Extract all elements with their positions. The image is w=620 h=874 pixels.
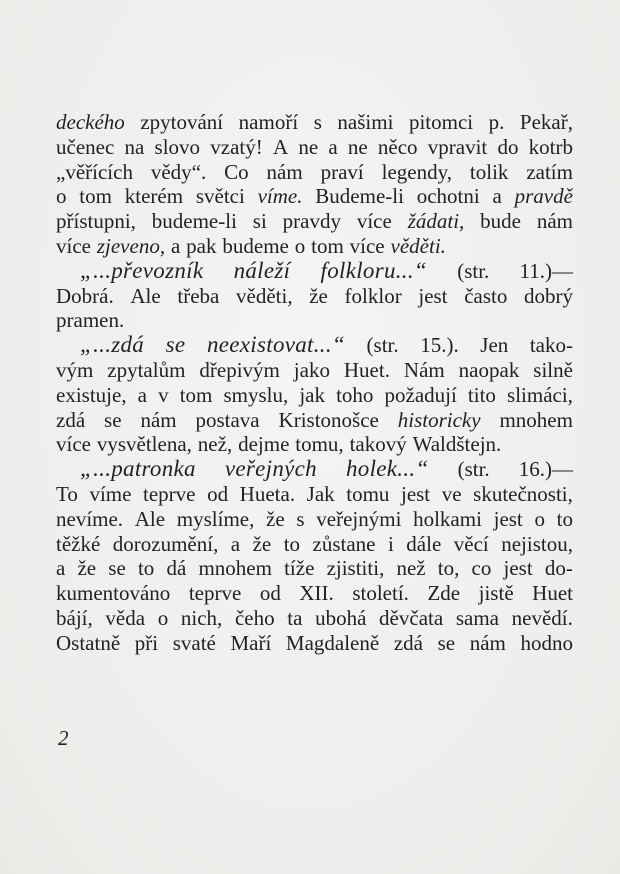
word: tolik xyxy=(469,159,509,184)
word: se xyxy=(104,407,122,432)
word: do- xyxy=(544,556,573,581)
word: a xyxy=(137,382,147,407)
word: Dobrá. xyxy=(56,283,114,308)
word: že xyxy=(252,531,272,556)
italic-word: neexistovat...“ xyxy=(206,332,345,358)
text-line xyxy=(56,234,573,259)
word: pak xyxy=(186,233,217,258)
italic-word: víme. xyxy=(257,184,303,209)
word: to, xyxy=(437,556,460,581)
word: teprve xyxy=(143,481,196,506)
word: vzatý! xyxy=(210,134,263,159)
word: Budeme-li xyxy=(315,184,404,209)
word: ubohá xyxy=(315,605,367,630)
word: ne xyxy=(298,134,319,159)
text-line xyxy=(56,184,573,209)
word: zjistiti, xyxy=(326,556,385,581)
word: se xyxy=(437,630,456,655)
word: v xyxy=(158,382,169,407)
text-line xyxy=(56,581,573,606)
word: Pekař, xyxy=(519,110,573,134)
word: 11.)— xyxy=(519,258,573,283)
word: vysvětlena, xyxy=(96,432,192,457)
word: kotrb xyxy=(528,134,573,159)
word: Magdaleně xyxy=(285,630,380,655)
word: dřepivým xyxy=(199,357,280,382)
word: zdá xyxy=(393,630,423,655)
word: jistě xyxy=(478,581,514,606)
word: tom xyxy=(79,184,112,209)
word: ochotni xyxy=(416,184,480,209)
italic-word: pravdě xyxy=(514,184,573,209)
word: do xyxy=(497,134,519,159)
word: 15.). xyxy=(420,333,459,358)
word: že xyxy=(77,556,97,581)
word: zůstane xyxy=(312,531,376,556)
word: bude xyxy=(480,209,521,234)
word: Jak xyxy=(306,481,335,506)
text-line xyxy=(56,556,573,581)
word: p. xyxy=(488,110,505,134)
word: o xyxy=(534,506,545,531)
word: zpytování xyxy=(140,110,224,134)
word: nám xyxy=(469,630,506,655)
word: postava xyxy=(195,407,260,432)
word: Ale xyxy=(134,506,166,531)
text-line xyxy=(56,284,573,309)
page-number: 2 xyxy=(58,726,69,750)
word: jak xyxy=(299,382,325,407)
word: víme xyxy=(89,481,132,506)
word: při xyxy=(134,630,159,655)
word: Ale xyxy=(130,283,161,308)
word: světci xyxy=(195,184,245,209)
word: zpytalům xyxy=(107,357,186,382)
word: naopak xyxy=(458,357,520,382)
word: a xyxy=(492,184,502,209)
word: namoří xyxy=(238,110,299,134)
italic-word: „...patronka xyxy=(80,456,196,482)
word: se xyxy=(108,556,126,581)
word: smyslu, xyxy=(223,382,289,407)
text-line xyxy=(56,457,573,482)
text-line xyxy=(56,160,573,185)
word: A xyxy=(272,134,289,159)
word: tito xyxy=(467,382,496,407)
italic-word: folkloru...“ xyxy=(320,257,427,283)
word: století. xyxy=(352,581,409,606)
word: i xyxy=(387,531,394,556)
word: slovo xyxy=(154,134,201,159)
italic-word: holek...“ xyxy=(346,456,429,482)
word: pramen. xyxy=(56,308,125,333)
word: ve xyxy=(441,481,462,506)
word: více xyxy=(349,233,385,258)
word: o xyxy=(56,184,67,209)
word: učenec xyxy=(56,134,115,159)
word: praví xyxy=(320,159,364,184)
word: Co xyxy=(224,159,249,184)
word: Waldštejn. xyxy=(412,432,502,457)
word: požadují xyxy=(384,382,457,407)
text-line xyxy=(56,408,573,433)
italic-word: náleží xyxy=(233,257,291,283)
word: nejistou, xyxy=(501,531,573,556)
word: dejme xyxy=(238,432,290,457)
word: nám xyxy=(536,209,573,234)
text-line xyxy=(56,358,573,383)
word: to xyxy=(137,556,155,581)
text-line xyxy=(56,209,573,234)
word: nám xyxy=(266,159,303,184)
word: že xyxy=(266,506,285,531)
word: skutečnosti, xyxy=(473,481,573,506)
text-line xyxy=(56,507,573,532)
word: než, xyxy=(197,432,233,457)
word: vpravit xyxy=(427,134,488,159)
word: o xyxy=(157,605,169,630)
word: si xyxy=(252,209,267,234)
body-text xyxy=(56,110,573,656)
italic-word: zjeveno, xyxy=(96,233,166,258)
text-line xyxy=(56,259,573,284)
word: vým xyxy=(56,357,94,382)
text-line xyxy=(56,333,573,358)
word: takový xyxy=(349,432,407,457)
text-line xyxy=(56,135,573,160)
italic-word: „...zdá xyxy=(80,332,145,358)
word: vědy“. xyxy=(150,159,207,184)
word: a xyxy=(170,233,181,258)
word: a xyxy=(56,556,66,581)
word: budeme xyxy=(222,233,289,258)
word: nevíme. xyxy=(56,506,124,531)
word: XII. xyxy=(299,581,334,606)
word: čeho xyxy=(234,605,275,630)
word: dá xyxy=(166,556,187,581)
text-line xyxy=(56,631,573,656)
text-line xyxy=(56,110,573,135)
word: Huet xyxy=(532,581,573,606)
word: tomu xyxy=(346,481,390,506)
word: myslíme, xyxy=(176,506,255,531)
word: věděti, xyxy=(236,283,293,308)
word: silně xyxy=(533,357,573,382)
word: toho xyxy=(336,382,374,407)
word: těžké xyxy=(56,531,101,556)
word: dorozumění, xyxy=(112,531,219,556)
word: nám xyxy=(140,407,177,432)
word: tom xyxy=(311,233,344,258)
word: tíže xyxy=(284,556,315,581)
word: jest xyxy=(418,283,448,308)
word: co xyxy=(471,556,492,581)
italic-word: historicky xyxy=(397,407,481,432)
word: existuje, xyxy=(56,382,127,407)
word: teprve xyxy=(188,581,242,606)
word: (str. xyxy=(457,457,490,482)
text-line xyxy=(56,532,573,557)
text-line xyxy=(56,482,573,507)
italic-word: se xyxy=(165,332,186,358)
word: jest xyxy=(400,481,431,506)
word: často xyxy=(464,283,508,308)
word: hodno xyxy=(520,630,573,655)
word: (str. xyxy=(366,333,399,358)
word: od xyxy=(207,481,229,506)
word: folklor xyxy=(344,283,402,308)
word: Ostatně xyxy=(56,630,121,655)
word: s xyxy=(296,506,305,531)
word: kumentováno xyxy=(56,581,171,606)
word: Nám xyxy=(403,357,445,382)
word: To xyxy=(56,481,78,506)
word: ta xyxy=(287,605,303,630)
word: zatím xyxy=(526,159,573,184)
italic-word: žádati, xyxy=(407,209,465,234)
word: to xyxy=(556,506,573,531)
word: dobrý xyxy=(524,283,573,308)
word: něco xyxy=(377,134,418,159)
word: budeme-li xyxy=(151,209,237,234)
word: a xyxy=(230,531,241,556)
word: tom xyxy=(179,382,213,407)
word: tako- xyxy=(529,333,573,358)
word: o xyxy=(294,233,306,258)
word: než xyxy=(396,556,426,581)
word: bájí, xyxy=(56,605,93,630)
word: (str. xyxy=(457,258,490,283)
word: tomu, xyxy=(295,432,344,457)
word: holkami xyxy=(413,506,482,531)
word: Huet. xyxy=(343,357,390,382)
word: na xyxy=(124,134,145,159)
text-line xyxy=(56,383,573,408)
italic-word: věděti. xyxy=(390,233,446,258)
word: ne xyxy=(347,134,368,159)
word: to xyxy=(283,531,301,556)
word: věcí xyxy=(453,531,489,556)
word: více xyxy=(56,432,91,457)
word: mnohem xyxy=(198,556,272,581)
word: 16.)— xyxy=(518,457,573,482)
word: Maří xyxy=(230,630,272,655)
word: více xyxy=(56,233,91,258)
word: věda xyxy=(105,605,146,630)
word: jest xyxy=(493,506,523,531)
word: Zde xyxy=(427,581,461,606)
word: legendy, xyxy=(381,159,453,184)
italic-word: veřejných xyxy=(224,456,317,482)
word: Hueta. xyxy=(239,481,296,506)
word: Jen xyxy=(480,333,509,358)
word: „věřících xyxy=(56,159,133,184)
word: od xyxy=(259,581,281,606)
italic-word: deckého xyxy=(56,110,125,134)
word: Kristonošce xyxy=(278,407,379,432)
italic-word: „...převozník xyxy=(80,257,204,283)
word: veřejnými xyxy=(316,506,402,531)
word: kterém xyxy=(124,184,184,209)
word: jest xyxy=(503,556,533,581)
word: nich, xyxy=(180,605,223,630)
word: zdá xyxy=(56,407,86,432)
text-line xyxy=(56,606,573,631)
word: sama xyxy=(455,605,499,630)
word: mnohem xyxy=(499,407,573,432)
text-line xyxy=(56,432,573,457)
word: přístupni, xyxy=(56,209,136,234)
word: dále xyxy=(406,531,442,556)
word: více xyxy=(356,209,392,234)
word: děvčata xyxy=(379,605,444,630)
word: třeba xyxy=(177,283,220,308)
word: nevědí. xyxy=(511,605,573,630)
word: našimi xyxy=(337,110,394,134)
word: s xyxy=(313,110,322,134)
word: pravdy xyxy=(282,209,341,234)
word: a xyxy=(328,134,338,159)
word: pitomci xyxy=(408,110,474,134)
word: svaté xyxy=(172,630,216,655)
word: jako xyxy=(293,357,330,382)
word: slimáci, xyxy=(507,382,573,407)
word: že xyxy=(309,283,328,308)
text-line xyxy=(56,308,573,333)
